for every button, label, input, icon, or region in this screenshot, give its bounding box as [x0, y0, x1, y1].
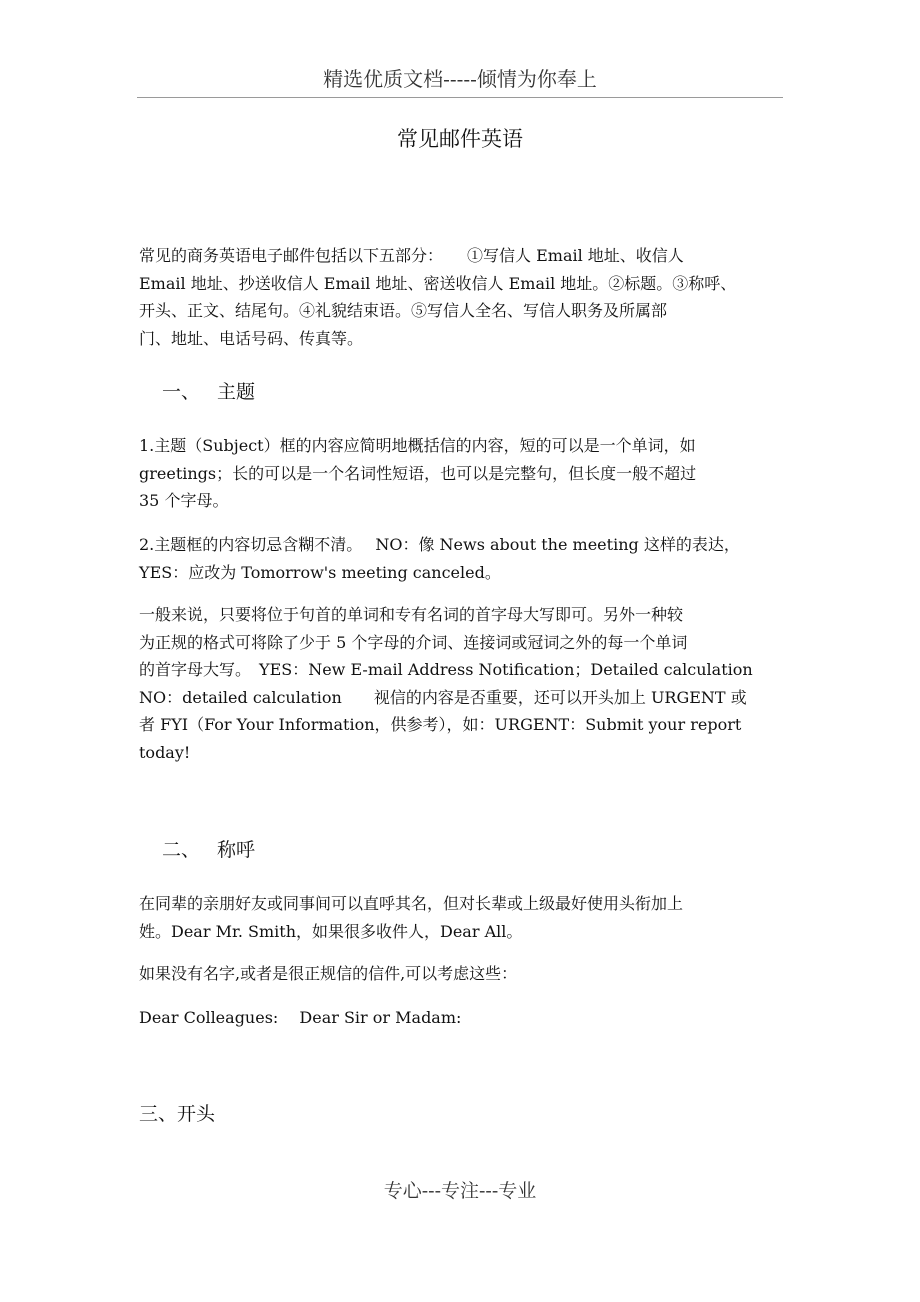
text-line: 为正规的格式可将除了少于 5 个字母的介词、连接词或冠词之外的每一个单词 [139, 632, 688, 652]
salutation-paragraph-3 [139, 1004, 799, 1032]
text-line: today! [139, 742, 191, 762]
text-line: NO：detailed calculation 视信的内容是否重要，还可以开头加上 URGENT 或 [139, 687, 747, 707]
text-line: 35 个字母。 [139, 491, 229, 510]
section-heading-salutation [162, 835, 255, 865]
page-header-banner: 精选优质文档-----倾情为你奉上 [323, 67, 597, 91]
section-number: 二、 [162, 839, 201, 861]
text-line: 常见的商务英语电子邮件包括以下五部分： ①写信人 Email 地址、收信人 [139, 246, 684, 265]
text-line: Email 地址、抄送收信人 Email 地址、密送收信人 Email 地址。②标题。③称呼、 [139, 273, 737, 293]
subject-paragraph-3 [139, 601, 799, 766]
text-line: 如果没有名字,或者是很正规信的信件,可以考虑这些： [139, 964, 518, 983]
text-line: 门、地址、电话号码、传真等。 [139, 328, 364, 348]
text-line: 2.主题框的内容切忌含糊不清。 NO：像 News about the meeting 这样的表达， [139, 535, 740, 554]
section-title: 称呼 [217, 839, 256, 861]
header-divider [137, 97, 783, 98]
text-line: 一般来说，只要将位于句首的单词和专有名词的首字母大写即可。另外一种较 [139, 605, 684, 624]
text-line: 开头、正文、结尾句。④礼貌结束语。⑤写信人全名、写信人职务及所属部 [139, 301, 668, 320]
text-line: 在同辈的亲朋好友或同事间可以直呼其名，但对长辈或上级最好使用头衔加上 [139, 894, 684, 913]
text-line: 1.主题（Subject）框的内容应简明地概括信的内容，短的可以是一个单词，如 [139, 436, 696, 455]
text-line: 者 FYI（For Your Information，供参考），如：URGENT：Submit your report [139, 715, 742, 734]
section-number: 一、 [162, 381, 201, 403]
intro-paragraph [139, 242, 799, 352]
text-line: greetings；长的可以是一个名词性短语，也可以是完整句，但长度一般不超过 [139, 463, 697, 483]
subject-paragraph-2 [139, 531, 799, 586]
subject-paragraph-1 [139, 432, 799, 515]
salutation-paragraph-2 [139, 960, 799, 988]
text-line: YES：应改为 Tomorrow's meeting canceled。 [139, 562, 501, 582]
salutation-paragraph-1 [139, 890, 799, 945]
page-footer: 专心---专注---专业 [383, 1180, 537, 1202]
section-title: 主题 [217, 381, 256, 403]
text-line: 姓。Dear Mr. Smith，如果很多收件人，Dear All。 [139, 921, 523, 941]
section-heading-opening: 三、开头 [139, 1103, 216, 1125]
section-heading-subject [162, 377, 255, 407]
text-line: Dear Colleagues: Dear Sir or Madam: [139, 1008, 462, 1027]
document-title: 常见邮件英语 [397, 127, 523, 151]
text-line: 的首字母大写。 YES：New E-mail Address Notification；Detailed calculation [139, 660, 753, 679]
